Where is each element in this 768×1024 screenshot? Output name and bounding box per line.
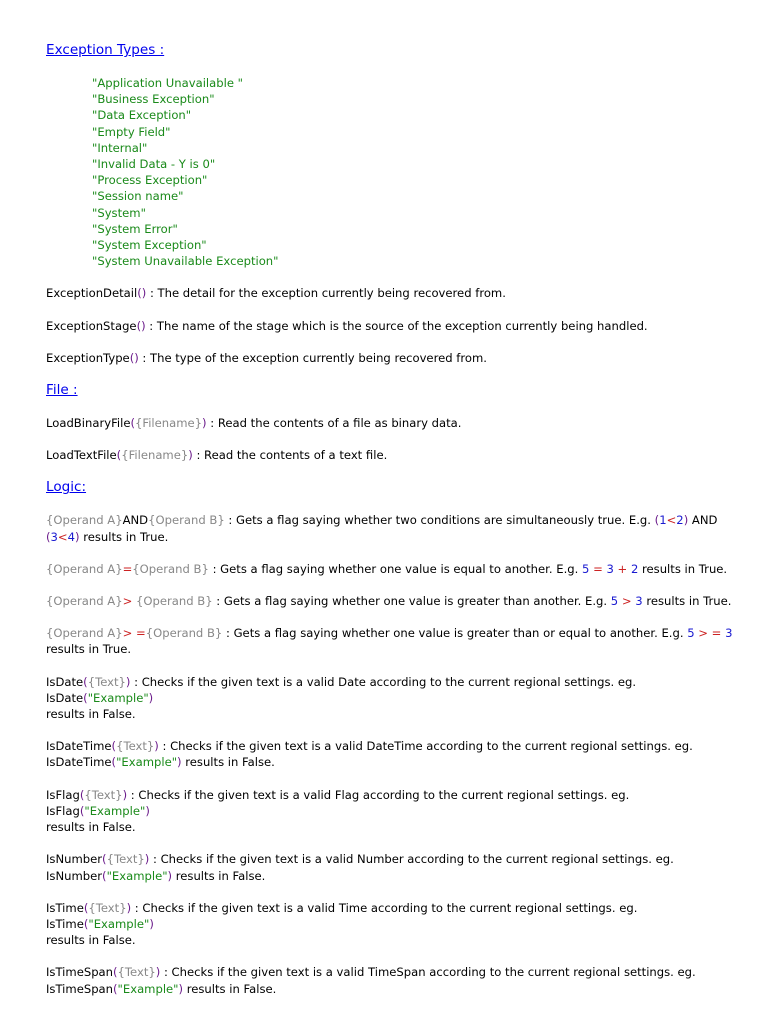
- function-name: ExceptionDetail: [46, 286, 138, 301]
- example-string: "Example": [88, 916, 150, 931]
- list-item: "Business Exception": [92, 92, 215, 107]
- function-desc: : Checks if the given text is a valid Flag according to the current regional settings. eg.: [127, 787, 630, 802]
- function-result: results in False.: [183, 981, 277, 996]
- function-result: results in False.: [172, 868, 266, 883]
- placeholder: {Operand A}: [46, 594, 123, 609]
- entry-is-time-span: IsTimeSpan({Text}) : Checks if the given text is a valid TimeSpan according to the current regional settings. eg. IsTimeSpan("Example") results in False.: [46, 965, 696, 996]
- list-item: "Data Exception": [92, 108, 192, 123]
- placeholder: {Operand B}: [148, 513, 225, 528]
- entry-load-binary-file: LoadBinaryFile({Filename}) : Read the contents of a file as binary data.: [46, 416, 462, 431]
- function-name: IsDateTime: [46, 739, 112, 754]
- function-name: IsTime: [46, 900, 84, 915]
- entry-exception-stage: ExceptionStage() : The name of the stage which is the source of the exception currently being handled.: [46, 318, 648, 333]
- function-result: results in False.: [46, 707, 136, 722]
- example-string: "Example": [84, 803, 146, 818]
- list-item: "Process Exception": [92, 173, 208, 188]
- function-desc: : Checks if the given text is a valid Date according to the current regional settings. eg.: [130, 674, 637, 689]
- placeholder: {Text}: [87, 674, 126, 689]
- entry-is-number: IsNumber({Text}) : Checks if the given text is a valid Number according to the current regional settings. eg. IsNumber("Example") results in False.: [46, 852, 674, 883]
- entry-greater-operator: {Operand A}> {Operand B} : Gets a flag saying whether one value is greater than another. E.g. 5 > 3 results in True.: [46, 594, 732, 609]
- list-item: "Session name": [92, 189, 184, 204]
- placeholder: {Text}: [106, 852, 145, 867]
- list-item: "System Unavailable Exception": [92, 254, 279, 269]
- function-name: LoadTextFile: [46, 448, 117, 463]
- example-string: "Example": [116, 755, 178, 770]
- function-name: IsFlag: [46, 787, 80, 802]
- document-page: [46, 42, 736, 1013]
- function-desc: : The type of the exception currently being recovered from.: [138, 350, 487, 365]
- function-desc: : Checks if the given text is a valid Number according to the current regional settings. eg.: [149, 852, 674, 867]
- example-string: "Example": [106, 868, 168, 883]
- operator: =: [122, 561, 133, 576]
- function-desc: : Checks if the given text is a valid Time according to the current regional settings. eg.: [131, 900, 638, 915]
- placeholder: {Text}: [117, 965, 156, 980]
- function-name: ExceptionType: [46, 350, 130, 365]
- entry-greater-equal-operator: {Operand A}> ={Operand B} : Gets a flag saying whether one value is greater than or equal to another. E.g. 5 > = 3 results in True.: [46, 626, 733, 657]
- placeholder: {Operand A}: [46, 513, 123, 528]
- function-desc: : The detail for the exception currently being recovered from.: [146, 286, 506, 301]
- example-string: "Example": [87, 690, 149, 705]
- entry-exception-detail: ExceptionDetail() : The detail for the exception currently being recovered from.: [46, 286, 506, 301]
- operator: AND: [122, 513, 149, 528]
- placeholder: {Filename}: [135, 416, 203, 431]
- heading-exception-types: Exception Types :: [46, 42, 165, 58]
- operator-desc: : Gets a flag saying whether two conditions are simultaneously true. E.g.: [224, 513, 655, 528]
- function-name: IsDate: [46, 674, 84, 689]
- entry-is-time: IsTime({Text}) : Checks if the given text is a valid Time according to the current regional settings. eg. IsTime("Example") results in False.: [46, 900, 638, 948]
- list-item: "System Error": [92, 221, 178, 236]
- list-item: "Invalid Data - Y is 0": [92, 157, 216, 172]
- operator: > =: [122, 626, 146, 641]
- operator-result: results in True.: [46, 642, 132, 657]
- entry-and-operator: {Operand A}AND{Operand B} : Gets a flag saying whether two conditions are simultaneously true. E.g. (1<2) AND (3<4) results in True.: [46, 513, 718, 544]
- placeholder: {Text}: [88, 900, 127, 915]
- function-name: IsTimeSpan: [46, 965, 114, 980]
- entry-is-date: IsDate({Text}) : Checks if the given text is a valid Date according to the current regional settings. eg. IsDate("Example") results in False.: [46, 674, 637, 722]
- operator-desc: : Gets a flag saying whether one value is equal to another. E.g.: [208, 561, 582, 576]
- operator-result: results in True.: [83, 529, 169, 544]
- list-item: "Application Unavailable ": [92, 76, 243, 90]
- function-name: LoadBinaryFile: [46, 416, 131, 431]
- function-desc: : Read the contents of a file as binary data.: [206, 416, 462, 431]
- function-desc: : Checks if the given text is a valid DateTime according to the current regional settings. eg.: [158, 739, 693, 754]
- list-item: "System": [92, 205, 146, 220]
- placeholder: {Operand A}: [46, 626, 123, 641]
- function-desc: : The name of the stage which is the source of the exception currently being handled.: [145, 318, 648, 333]
- exception-types-list: [92, 75, 736, 269]
- placeholder: {Operand B}: [132, 561, 209, 576]
- heading-file: File :: [46, 382, 78, 399]
- function-name: IsNumber: [46, 852, 103, 867]
- heading-logic: Logic:: [46, 479, 87, 496]
- placeholder: {Text}: [84, 787, 123, 802]
- placeholder: {Operand A}: [46, 561, 123, 576]
- example-string: "Example": [117, 981, 179, 996]
- list-item: "Empty Field": [92, 124, 171, 139]
- placeholder: {Operand B}: [145, 626, 223, 641]
- function-desc: : Read the contents of a text file.: [192, 448, 388, 463]
- function-result: results in False.: [46, 933, 136, 948]
- list-item: "System Exception": [92, 238, 207, 253]
- operator-desc: : Gets a flag saying whether one value is greater than another. E.g.: [212, 594, 611, 609]
- function-desc: : Checks if the given text is a valid TimeSpan according to the current regional settings. eg.: [160, 965, 696, 980]
- placeholder: {Filename}: [121, 448, 189, 463]
- function-result: results in False.: [181, 755, 275, 770]
- placeholder: {Text}: [116, 739, 155, 754]
- function-name: ExceptionStage: [46, 318, 137, 333]
- placeholder: {Operand B}: [132, 594, 213, 609]
- entry-load-text-file: LoadTextFile({Filename}) : Read the contents of a text file.: [46, 448, 388, 463]
- function-result: results in False.: [46, 820, 136, 835]
- entry-equals-operator: {Operand A}={Operand B} : Gets a flag saying whether one value is equal to another. E.g. 5 = 3 + 2 results in True.: [46, 561, 728, 576]
- operator: >: [122, 594, 133, 609]
- entry-is-flag: IsFlag({Text}) : Checks if the given text is a valid Flag according to the current regional settings. eg. IsFlag("Example") results in False.: [46, 787, 630, 835]
- entry-is-date-time: IsDateTime({Text}) : Checks if the given text is a valid DateTime according to the current regional settings. eg. IsDateTime("Example") results in False.: [46, 739, 693, 770]
- list-item: "Internal": [92, 140, 148, 155]
- operator-result: results in True.: [642, 594, 732, 609]
- entry-exception-type: ExceptionType() : The type of the exception currently being recovered from.: [46, 350, 487, 365]
- operator-desc: : Gets a flag saying whether one value is greater than or equal to another. E.g.: [222, 626, 688, 641]
- operator-result: results in True.: [638, 561, 728, 576]
